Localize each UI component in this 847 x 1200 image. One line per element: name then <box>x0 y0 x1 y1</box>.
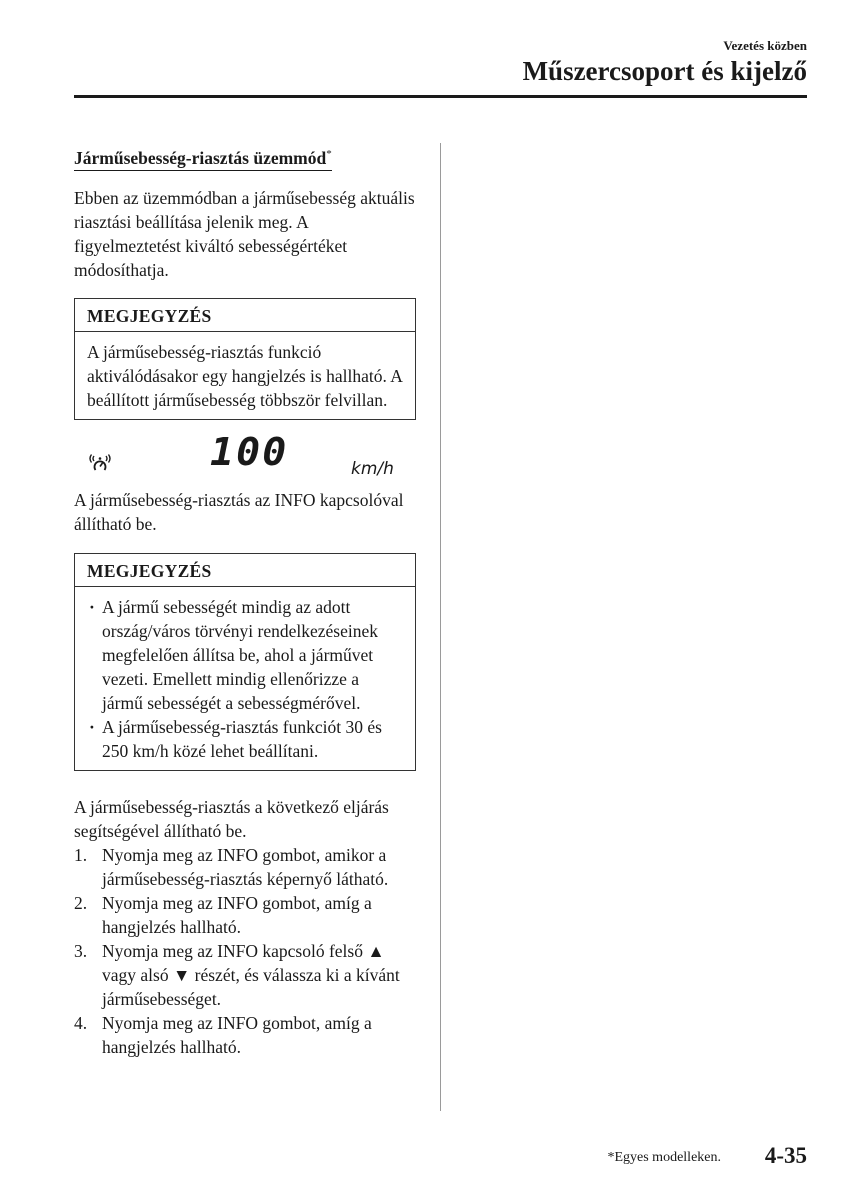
step-text: Nyomja meg az INFO kapcsoló felső ▲ vagy alsó ▼ részét, és válassza ki a kívánt járműsebességet. <box>102 940 400 1009</box>
step-number: 4. <box>74 1012 88 1033</box>
note-bullet: · A járműsebesség-riasztás funkciót 30 és 250 km/h közé lehet beállítani. <box>87 715 403 763</box>
speed-value-digits: 100 <box>210 429 289 474</box>
step-text: Nyomja meg az INFO gombot, amikor a járműsebesség-riasztás képernyő látható. <box>102 844 389 889</box>
subheading-text: Járműsebesség-riasztás üzemmód <box>74 147 327 168</box>
footnote: *Egyes modelleken. <box>607 1150 721 1165</box>
note-box-1 <box>74 298 416 420</box>
page-title: Műszercsoport és kijelző <box>522 56 807 86</box>
note-heading: MEGJEGYZÉS <box>75 554 415 587</box>
step-number: 3. <box>74 940 88 961</box>
note-box-2 <box>74 553 416 771</box>
speed-alarm-icon <box>88 449 112 479</box>
procedure-intro: A járműsebesség-riasztás a következő eljárás segítségével állítható be. <box>74 796 389 841</box>
procedure-step <box>74 891 416 939</box>
procedure-steps <box>74 843 416 1059</box>
step-text: Nyomja meg az INFO gombot, amíg a hangjelzés hallható. <box>102 1012 372 1057</box>
note-body <box>75 587 415 770</box>
note-body: A járműsebesség-riasztás funkció aktiválódásakor egy hangjelzés is hallható. A beállított járműsebesség többször felvillan. <box>87 341 402 410</box>
note-heading: MEGJEGYZÉS <box>75 299 415 332</box>
speed-alarm-display <box>74 429 416 495</box>
section-label: Vezetés közben <box>723 38 807 53</box>
left-column <box>74 143 416 1059</box>
step-number: 1. <box>74 844 88 865</box>
procedure-step <box>74 939 416 1011</box>
page-number: 4-35 <box>764 1143 807 1168</box>
header-rule <box>74 95 807 98</box>
speed-unit: km/h <box>351 458 394 479</box>
subheading <box>74 143 332 171</box>
footnote-mark: * <box>326 148 332 160</box>
note-bullet-list <box>87 595 403 763</box>
procedure-step <box>74 1011 416 1059</box>
procedure-step <box>74 843 416 891</box>
note-bullet: · A jármű sebességét mindig az adott ország/város törvényi rendelkezéseinek megfelelően állítsa be, ahol a járművet vezeti. Emellett mindig ellenőrizze a jármű sebességét a sebességmérővel. <box>87 595 403 715</box>
intro-paragraph: Ebben az üzemmódban a járműsebesség aktuális riasztási beállítása jelenik meg. A figyelmeztetést kiváltó sebességértéket módosíthatja. <box>74 187 415 280</box>
info-switch-paragraph: A járműsebesség-riasztás az INFO kapcsolóval állítható be. <box>74 489 404 534</box>
step-text: Nyomja meg az INFO gombot, amíg a hangjelzés hallható. <box>102 892 372 937</box>
column-divider <box>440 143 441 1111</box>
step-number: 2. <box>74 892 88 913</box>
